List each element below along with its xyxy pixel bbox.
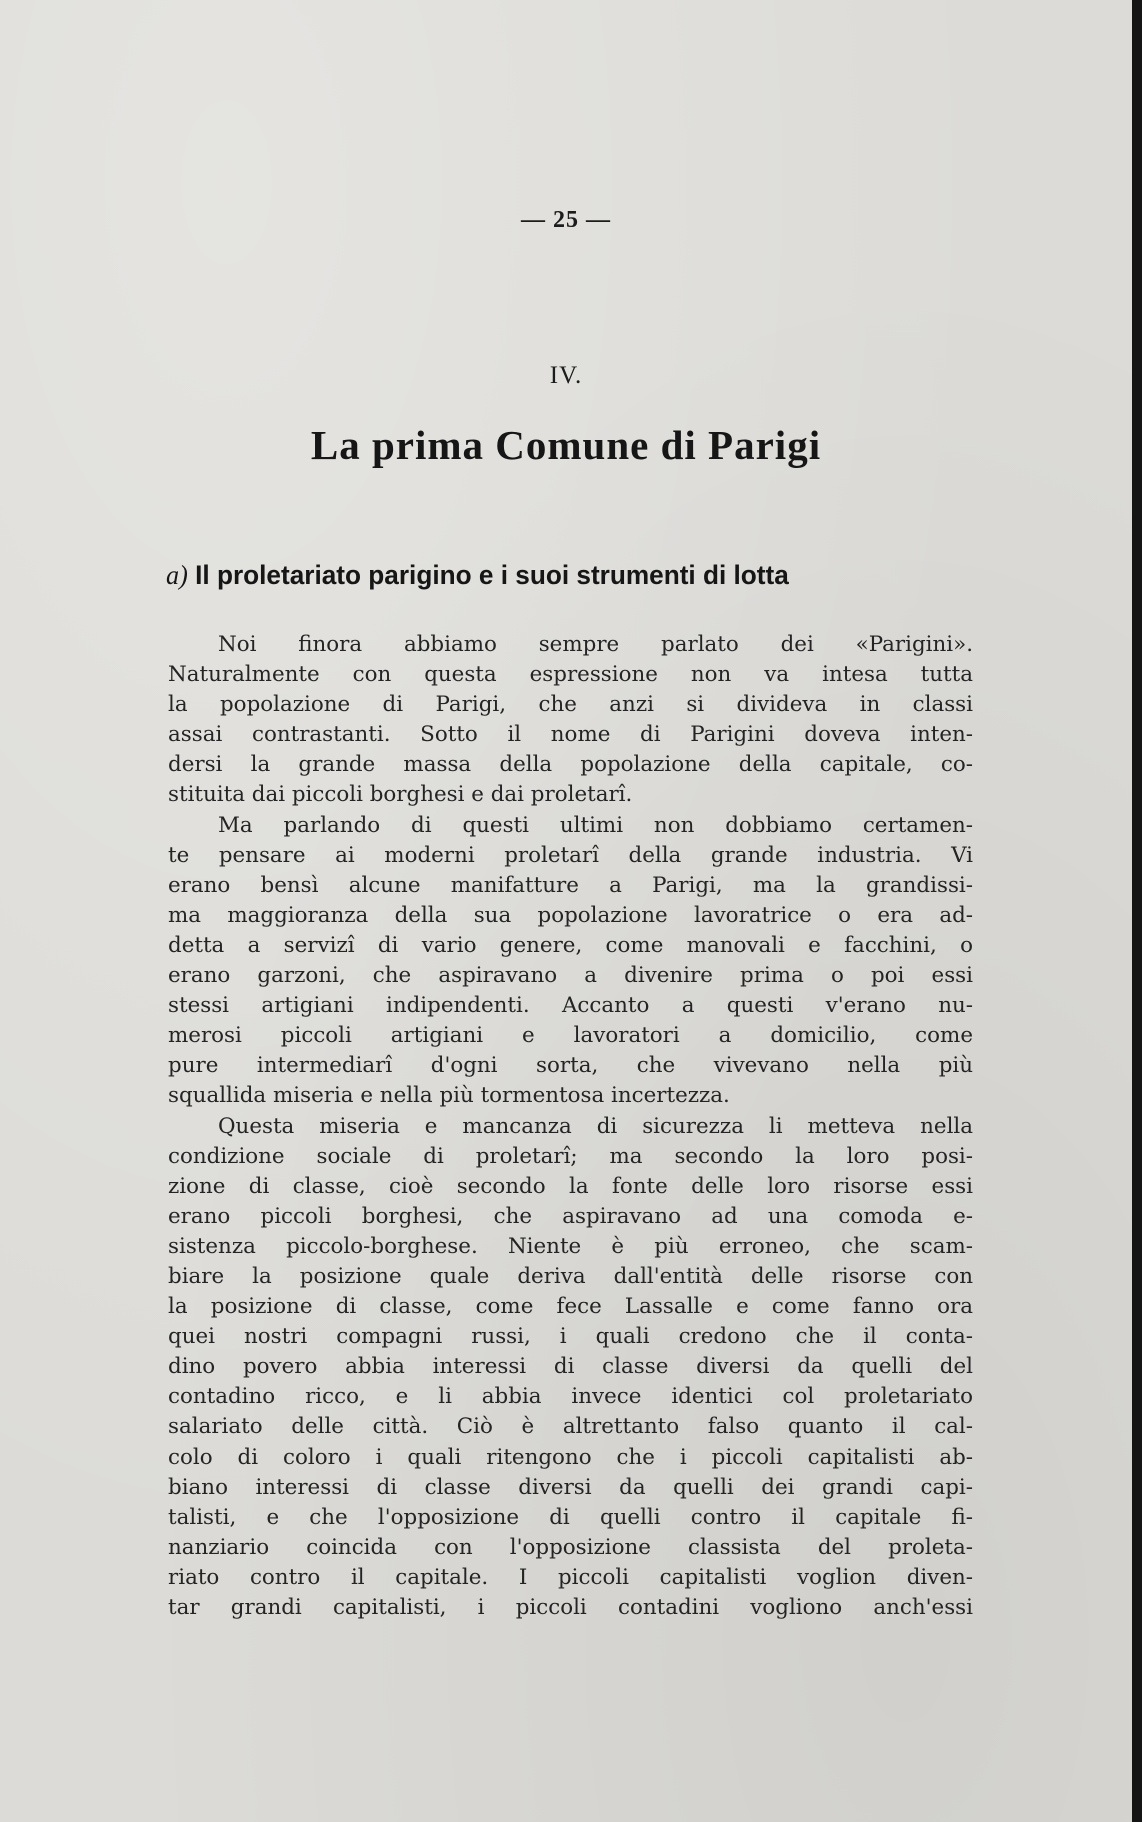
text-line: biare la posizione quale deriva dall'entità delle risorse con bbox=[168, 1263, 973, 1289]
text-line: Naturalmente con questa espressione non va intesa tutta bbox=[168, 662, 973, 688]
text-line: erano garzoni, che aspiravano a divenire prima o poi essi bbox=[168, 963, 973, 989]
section-letter: a) bbox=[166, 560, 188, 590]
page-number: — 25 — bbox=[521, 207, 611, 233]
text-line: pure intermediarî d'ogni sorta, che vivevano nella più bbox=[168, 1053, 973, 1079]
text-line: sistenza piccolo-borghese. Niente è più erroneo, che scam- bbox=[168, 1233, 973, 1259]
text-line: erano piccoli borghesi, che aspiravano ad una comoda e- bbox=[168, 1203, 973, 1229]
text-line: dino povero abbia interessi di classe diversi da quelli del bbox=[168, 1354, 973, 1380]
text-line: stessi artigiani indipendenti. Accanto a questi v'erano nu- bbox=[168, 993, 973, 1019]
chapter-title: La prima Comune di Parigi bbox=[310, 422, 822, 468]
body-text bbox=[168, 630, 973, 1623]
text-line: te pensare ai moderni proletarî della grande industria. Vi bbox=[168, 842, 973, 868]
text-line: quei nostri compagni russi, i quali credono che il conta- bbox=[168, 1324, 973, 1350]
text-line: dersi la grande massa della popolazione della capitale, co- bbox=[168, 752, 973, 778]
text-line: biano interessi di classe diversi da quelli dei grandi capi- bbox=[168, 1474, 973, 1500]
text-line: Ma parlando di questi ultimi non dobbiamo certamen- bbox=[218, 812, 973, 838]
page-edge-shadow bbox=[1132, 0, 1142, 1822]
section-heading bbox=[166, 560, 952, 591]
text-line: ma maggioranza della sua popolazione lavoratrice o era ad- bbox=[168, 902, 973, 928]
text-line: la posizione di classe, come fece Lassalle e come fanno ora bbox=[168, 1294, 973, 1320]
text-line: Noi finora abbiamo sempre parlato dei «Parigini». bbox=[218, 632, 973, 657]
text-line: talisti, e che l'opposizione di quelli contro il capitale fi- bbox=[168, 1504, 973, 1530]
text-line: tar grandi capitalisti, i piccoli contadini vogliono anch'essi bbox=[168, 1595, 973, 1620]
text-line: salariato delle città. Ciò è altrettanto falso quanto il cal- bbox=[168, 1414, 973, 1440]
text-line: zione di classe, cioè secondo la fonte delle loro risorse essi bbox=[168, 1173, 973, 1199]
text-line: merosi piccoli artigiani e lavoratori a domicilio, come bbox=[168, 1023, 973, 1049]
text-line: colo di coloro i quali ritengono che i piccoli capitalisti ab- bbox=[168, 1444, 973, 1470]
section-title: Il proletariato parigino e i suoi strumenti di lotta bbox=[195, 560, 789, 590]
text-line: la popolazione di Parigi, che anzi si divideva in classi bbox=[168, 692, 973, 718]
text-line: squallida miseria e nella più tormentosa incertezza. bbox=[168, 1083, 730, 1109]
text-line: Questa miseria e mancanza di sicurezza li metteva nella bbox=[218, 1113, 973, 1139]
chapter-number: IV. bbox=[549, 362, 583, 389]
text-line: assai contrastanti. Sotto il nome di Parigini doveva inten- bbox=[168, 722, 973, 748]
text-line: detta a servizî di vario genere, come manovali e facchini, o bbox=[168, 932, 973, 958]
text-line: nanziario coincida con l'opposizione classista del proleta- bbox=[168, 1534, 973, 1560]
text-line: condizione sociale di proletarî; ma secondo la loro posi- bbox=[168, 1143, 973, 1169]
text-line: erano bensì alcune manifatture a Parigi, ma la grandissi- bbox=[168, 872, 973, 898]
text-line: stituita dai piccoli borghesi e dai proletarî. bbox=[168, 782, 633, 808]
text-line: riato contro il capitale. I piccoli capitalisti voglion diven- bbox=[168, 1564, 973, 1590]
text-line: contadino ricco, e li abbia invece identici col proletariato bbox=[168, 1384, 973, 1410]
